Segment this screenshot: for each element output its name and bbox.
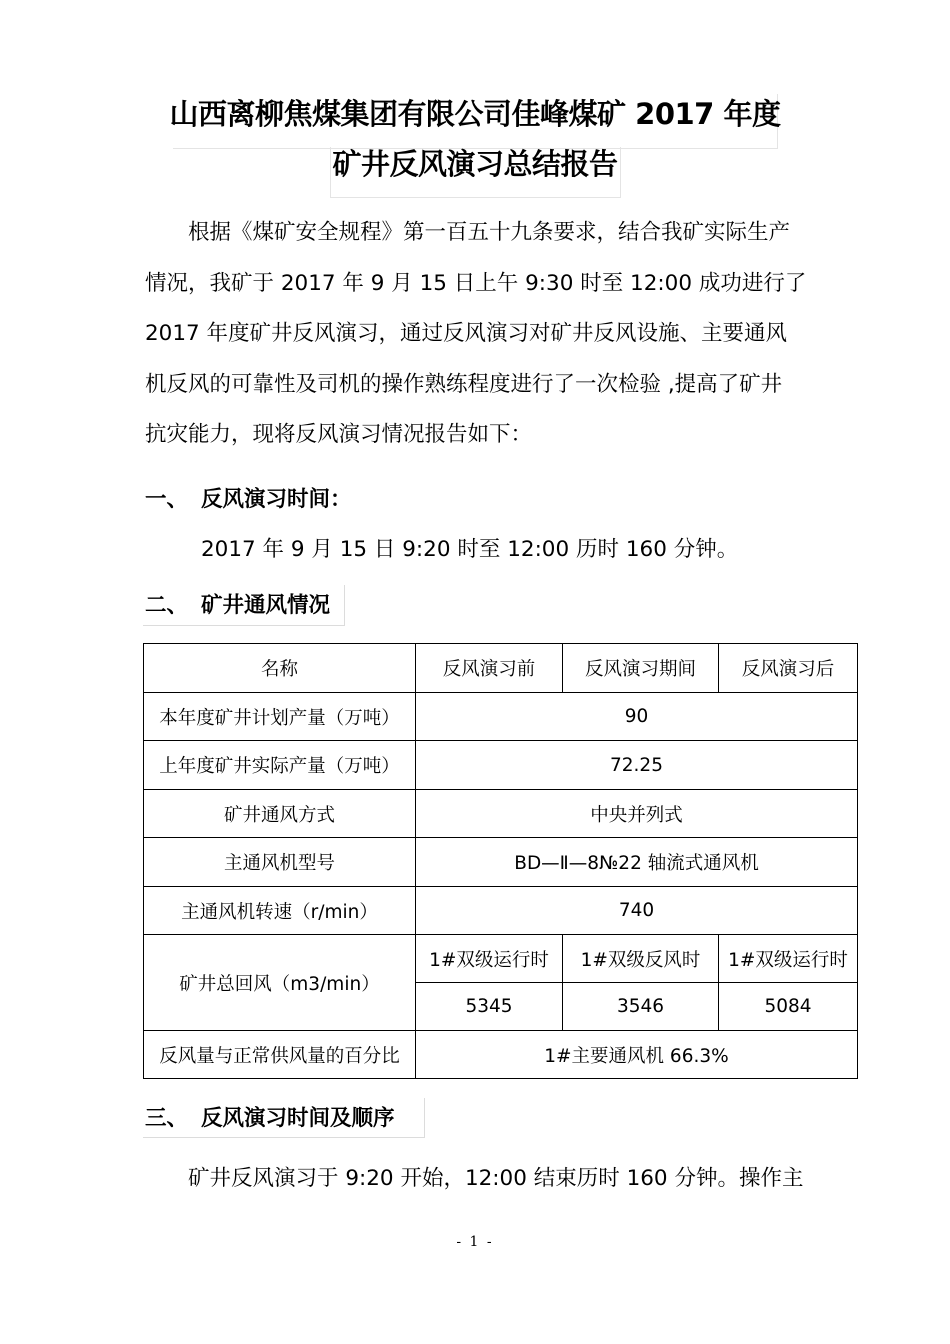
table-row [144, 1031, 858, 1079]
section-title: 反风演习时间及顺序 [201, 1106, 395, 1131]
table-row [144, 887, 858, 935]
section-title: 矿井通风情况 [201, 593, 331, 618]
section-title: 反风演习时间： [201, 487, 352, 512]
table-header-row [144, 644, 858, 693]
table-header-cell: 反风演习后 [719, 644, 858, 693]
table-cell-label: 上年度矿井实际产量（万吨） [144, 741, 416, 790]
section-heading-3 [145, 1101, 395, 1132]
table-cell-mode: 1#双级运行时 [719, 935, 858, 983]
page-number: - 1 - [456, 1234, 494, 1250]
table-cell-value: 1#主要通风机 66.3% [416, 1031, 858, 1079]
table-cell-mode: 1#双级运行时 [416, 935, 563, 983]
intro-paragraph-line: 机反风的可靠性及司机的操作熟练程度进行了一次检验 ,提高了矿井 [145, 372, 783, 397]
table-cell-value: 5345 [416, 983, 563, 1031]
table-row [144, 838, 858, 887]
table-cell-value: BD—Ⅱ—8№22 轴流式通风机 [416, 838, 858, 887]
intro-paragraph-line: 情况，我矿于 2017 年 9 月 15 日上午 9:30 时至 12:00 成功进行了 [145, 271, 807, 296]
table-cell-label: 主通风机转速（r/min） [144, 887, 416, 935]
table-cell-label: 本年度矿井计划产量（万吨） [144, 693, 416, 741]
table-header-cell: 名称 [144, 644, 416, 693]
section-heading-2 [145, 588, 330, 619]
ventilation-table [143, 643, 858, 1079]
table-cell-value: 3546 [563, 983, 719, 1031]
table-row [144, 935, 858, 983]
table-cell-label: 主通风机型号 [144, 838, 416, 887]
table-header-cell: 反风演习期间 [563, 644, 719, 693]
table-row [144, 693, 858, 741]
table-cell-value: 5084 [719, 983, 858, 1031]
section-heading-1 [145, 482, 352, 513]
intro-paragraph-line: 根据《煤矿安全规程》第一百五十九条要求，结合我矿实际生产 [145, 220, 791, 245]
table-cell-label: 矿井总回风（m3/min） [144, 935, 416, 1031]
document-title-line1: 山西离柳焦煤集团有限公司佳峰煤矿 2017 年度 [169, 97, 781, 131]
table-cell-value: 740 [416, 887, 858, 935]
table-cell-value: 72.25 [416, 741, 858, 790]
section-number: 一、 [145, 487, 189, 512]
section1-body: 2017 年 9 月 15 日 9:20 时至 12:00 历时 160 分钟。 [201, 537, 739, 562]
table-cell-value: 中央并列式 [416, 790, 858, 838]
table-cell-label: 反风量与正常供风量的百分比 [144, 1031, 416, 1079]
table-row [144, 741, 858, 790]
intro-paragraph-line: 2017 年度矿井反风演习，通过反风演习对矿井反风设施、主要通风 [145, 321, 788, 346]
intro-paragraph-line: 抗灾能力，现将反风演习情况报告如下： [145, 422, 533, 447]
table-row [144, 790, 858, 838]
document-title-line2: 矿井反风演习总结报告 [332, 147, 618, 181]
table-header-cell: 反风演习前 [416, 644, 563, 693]
section-number: 三、 [145, 1106, 189, 1131]
section-number: 二、 [145, 593, 189, 618]
table-cell-mode: 1#双级反风时 [563, 935, 719, 983]
section3-body: 矿井反风演习于 9:20 开始，12:00 结束历时 160 分钟。操作主 [145, 1166, 804, 1191]
table-cell-value: 90 [416, 693, 858, 741]
table-cell-label: 矿井通风方式 [144, 790, 416, 838]
